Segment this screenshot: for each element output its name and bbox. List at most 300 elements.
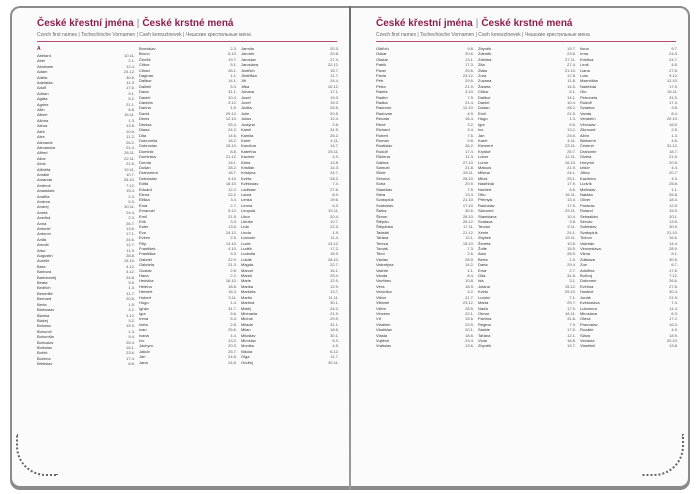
entry-date: 27.6. — [669, 283, 678, 289]
entry-name: Alois — [37, 161, 46, 167]
entry-name: Blanka — [37, 312, 50, 318]
entry-date: 16.4. — [465, 116, 474, 122]
entry-name: Kazimíra — [580, 175, 596, 181]
entry-name: Dana — [139, 89, 149, 95]
entry-name: Luděk — [241, 246, 252, 252]
entry-date: 22.12. — [327, 62, 339, 68]
entry-date: 20.10. — [666, 337, 678, 343]
entry-date: 16.9. — [669, 121, 678, 127]
entry-name: Ailin — [37, 107, 45, 113]
entry-date: 1.5. — [128, 301, 135, 307]
entry-date: 26.2. — [330, 132, 339, 138]
entry-name: Oskar — [376, 51, 387, 57]
entry-name: Miloš — [478, 175, 488, 181]
entry-date: 25.4. — [228, 121, 237, 127]
entry-name: Matěj — [241, 305, 251, 311]
entry-name: Andrea — [37, 198, 50, 204]
right-page — [351, 8, 688, 486]
entry-date: 2.5. — [230, 235, 237, 241]
entry-name: Šimon — [376, 213, 388, 219]
entry-date: 7.5. — [467, 186, 474, 192]
entry-name: Ivo — [478, 127, 484, 133]
entry-date: 20.8. — [126, 296, 135, 302]
entry-date: 7.12. — [669, 273, 678, 279]
entry-date: 3.4. — [467, 127, 474, 133]
entry-date: 10.4. — [567, 213, 576, 219]
entry-name: Alfred — [37, 150, 48, 156]
entry-name: Ctirad — [139, 67, 150, 73]
entry-name: Eduard — [139, 186, 152, 192]
entry-date: 15.12. — [564, 283, 576, 289]
entry-date: 4.4. — [230, 332, 237, 338]
entry-name: Dalibor — [139, 78, 152, 84]
entry-date: 21.8. — [465, 164, 474, 170]
entry-name: Alex — [37, 134, 45, 140]
entry-name: Dalibor — [478, 94, 491, 100]
entry-date: 20.9. — [465, 181, 474, 187]
entry-name: Zdeněk — [478, 51, 492, 57]
entry-date: 31.1. — [228, 89, 237, 95]
entry-name: Svatopluk — [376, 197, 394, 203]
entry-date: 16.3. — [228, 289, 237, 295]
entry-date: 19.6. — [330, 197, 339, 203]
entry-date: 16.9. — [330, 251, 339, 257]
entry-date: 21.9. — [465, 83, 474, 89]
entry-date: 6.12. — [330, 348, 339, 354]
entry-name: Hugo — [139, 300, 149, 306]
entry-name: Eliška — [139, 197, 150, 203]
entry-date: 15.7. — [330, 67, 339, 73]
entry-date: 9.12. — [228, 100, 237, 106]
entry-name: Dušan — [139, 164, 151, 170]
entry-date: 21.10. — [666, 229, 678, 235]
entry-date: 17.8. — [567, 73, 576, 79]
entry-name: Jan — [478, 132, 485, 138]
entry-date: 17.11. — [463, 224, 474, 230]
entry-name: Bořek — [37, 350, 48, 356]
entry-date: 13.5. — [228, 224, 237, 230]
entry-date: 6.3. — [332, 337, 339, 343]
entry-date: 2.5. — [671, 127, 678, 133]
entry-name: Lenka — [241, 197, 252, 203]
entry-date: 10.4. — [228, 94, 237, 100]
entry-date: 26.8. — [669, 191, 678, 197]
entry-name: Šárka — [376, 208, 387, 214]
entry-date: 9.4. — [128, 334, 135, 340]
entry-name: Bedřich — [37, 285, 51, 291]
entry-name: Ctibor — [478, 89, 489, 95]
entry-date: 24.6. — [228, 354, 237, 360]
entry-date: 13.12. — [327, 240, 339, 246]
entry-date: 12.4. — [126, 63, 135, 69]
entry-name: Andrej — [37, 204, 49, 210]
entry-date: 10.7. — [126, 171, 135, 177]
entry-date: 22.1. — [465, 310, 474, 316]
entry-name: Ladislav — [241, 186, 256, 192]
entry-name: Petra — [376, 83, 386, 89]
entry-name: Ludvík — [580, 181, 592, 187]
entry-date: 11.3. — [126, 80, 135, 86]
entry-name: Kristina — [580, 56, 594, 62]
name-columns — [376, 46, 680, 472]
entry-name: Bořivoj — [580, 273, 593, 279]
entry-date: 11.7. — [330, 73, 339, 79]
entry-date: 16.10. — [225, 278, 237, 284]
entry-name: Hostivít — [580, 289, 594, 295]
entry-date: 7.12. — [126, 182, 135, 188]
entry-name: Zoe — [580, 262, 587, 268]
entry-name: Jaromír — [241, 51, 255, 57]
entry-name: Jan — [139, 354, 146, 360]
entry-name: Martina — [241, 300, 255, 306]
entry-date: 13.4. — [567, 197, 576, 203]
entry-name: Dobromír — [580, 278, 597, 284]
entry-name: Zdenka — [478, 56, 492, 62]
entry-name: Anastázie — [37, 188, 55, 194]
entry-name: Lota — [580, 73, 588, 79]
entry-date: 6.7. — [671, 262, 678, 268]
entry-date: 16.10. — [564, 159, 576, 165]
entry-name: Zuzana — [478, 78, 492, 84]
entry-name: Vanda — [580, 110, 592, 116]
entry-date: 3.11. — [228, 294, 237, 300]
entry-name: Klára — [241, 159, 251, 165]
entry-date: 26.7. — [126, 220, 135, 226]
entry-date: 28.5. — [465, 305, 474, 311]
entry-name: Gabriel — [139, 256, 152, 262]
entry-date: 3.2. — [467, 121, 474, 127]
entry-name: Zita — [478, 62, 485, 68]
entry-date: 18.6. — [330, 327, 339, 333]
entry-name: Žofie — [478, 246, 487, 252]
entry-name: Rozálie — [580, 327, 594, 333]
entry-name: Vladislav — [376, 327, 393, 333]
entry-name: Benedikt — [37, 290, 53, 296]
entry-name: Ctibor — [139, 62, 150, 68]
entry-date: 16.11. — [565, 191, 576, 197]
entry-date: 11.2. — [126, 134, 135, 140]
entry-date: 11.9. — [126, 247, 135, 253]
entry-name: Gabriela — [139, 262, 155, 268]
entry-date: 22.9. — [228, 256, 237, 262]
entry-date: 31.7. — [228, 305, 237, 311]
entry-date: 15.10. — [225, 143, 237, 149]
entry-date: 20.1. — [465, 327, 474, 333]
entry-date: 24.1. — [567, 170, 576, 176]
entry-name: Radomír — [376, 105, 392, 111]
entry-name: Kamila — [241, 132, 254, 138]
entry-date: 4.2. — [467, 289, 474, 295]
entry-name: Laura — [241, 191, 252, 197]
entry-date: 14.10. — [225, 240, 237, 246]
entry-name: Bronislav — [139, 46, 156, 51]
entry-name: Daniela — [139, 100, 153, 106]
entry-date: 9.12. — [669, 73, 678, 79]
entry-name: Drahomír — [580, 148, 597, 154]
entry-date: 30.11. — [124, 204, 135, 210]
entry-name: Vlasta — [376, 332, 388, 338]
entry-name: Simona — [376, 175, 390, 181]
name-column — [241, 46, 341, 472]
entry-date: 8.8. — [128, 107, 135, 113]
left-page — [12, 8, 349, 486]
entry-name: Robert — [376, 132, 389, 138]
binding-dots-left — [16, 434, 58, 476]
entry-name: Gita — [478, 273, 486, 279]
entry-name: Zikmund — [580, 127, 596, 133]
entry-name: Čestmír — [580, 143, 594, 149]
entry-name: Lubor — [478, 154, 489, 160]
entry-date: 22.2. — [228, 191, 237, 197]
entry-name: Bruno — [139, 51, 150, 57]
entry-name: Zbyněk — [478, 46, 492, 51]
entry-date: 7.9. — [569, 321, 576, 327]
entry-date: 27.10. — [462, 159, 474, 165]
entry-date: 19.3. — [330, 100, 339, 106]
entry-date: 21.6. — [126, 161, 135, 167]
entry-name: Hubert — [139, 294, 152, 300]
entry-name: Stanislava — [478, 213, 497, 219]
entry-name: Jaroslava — [241, 62, 259, 68]
entry-name: Vratislav — [376, 343, 392, 349]
entry-date: 3.10. — [465, 89, 474, 95]
entry-date: 29.12. — [225, 110, 237, 116]
entry-date: 25.4. — [126, 339, 135, 345]
entry-name: Denis — [139, 116, 150, 122]
entry-date: 1.4. — [230, 300, 237, 306]
entry-name: Zora — [478, 73, 487, 79]
entry-name: Tereza — [376, 240, 389, 246]
entry-date: 16.1. — [330, 267, 339, 273]
entry-date: 8.4. — [467, 273, 474, 279]
entry-date: 20.5. — [330, 110, 339, 116]
entry-name: Radek — [376, 89, 388, 95]
entry-date: 24.6. — [567, 132, 576, 138]
entry-name: Lucian — [478, 294, 490, 300]
entry-name: Lubomíra — [580, 305, 597, 311]
entry-date: 15.4. — [126, 188, 135, 194]
entry-date: 19.7. — [567, 46, 576, 51]
entry-date: 2.2. — [230, 273, 237, 279]
entry-date: 8.4. — [671, 110, 678, 116]
entry-name: Richard — [376, 127, 390, 133]
entry-date: 20.5. — [669, 159, 678, 165]
entry-name: Valérie — [376, 267, 389, 273]
entry-name: Teodor — [478, 224, 491, 230]
entry-date: 24.5. — [669, 51, 678, 57]
entry-name: Pavla — [376, 73, 387, 79]
entry-name: Ida — [478, 278, 484, 284]
entry-date: 24.5. — [228, 359, 237, 365]
entry-name: Štěpán — [376, 219, 389, 224]
entry-name: Viola — [478, 337, 487, 343]
entry-name: Martin — [241, 294, 253, 300]
entry-date: 5.12. — [228, 208, 237, 214]
entry-date: 2.6. — [467, 251, 474, 257]
entry-date: 27.6. — [669, 67, 678, 73]
entry-name: Xenie — [478, 229, 489, 235]
entry-name: Petr — [376, 78, 384, 84]
entry-name: Ludmila — [241, 251, 256, 257]
entry-name: Lubomír — [241, 235, 256, 241]
entry-name: Pavlína — [478, 316, 492, 322]
entry-name: René — [376, 121, 386, 127]
entry-date: 31.8. — [567, 273, 576, 279]
entry-name: Alena — [37, 123, 48, 129]
entry-name: Dobroslav — [139, 143, 158, 149]
entry-date: 18.1. — [228, 159, 237, 165]
entry-name: Jozef — [241, 100, 251, 106]
entry-date: 14.5. — [567, 83, 576, 89]
entry-name: Miloslav — [241, 332, 256, 338]
entry-date: 21.9. — [669, 294, 678, 300]
entry-name: Kazimír — [241, 154, 255, 160]
entry-date: 8.9. — [332, 191, 339, 197]
entry-name: Blahoslav — [37, 307, 55, 313]
entry-date: 9.7. — [671, 46, 678, 51]
entry-date: 19.3. — [126, 323, 135, 329]
entry-name: Radoslav — [478, 202, 495, 208]
entry-date: 10.8. — [465, 278, 474, 284]
entry-date: 3.2. — [128, 317, 135, 323]
entry-date: 27.4. — [567, 62, 576, 68]
entry-date: 7.4. — [332, 181, 339, 187]
entry-date: 3.1. — [569, 278, 576, 284]
entry-date: 4.11. — [330, 137, 339, 143]
entry-name: Taťána — [478, 332, 491, 338]
entry-date: 25.11. — [328, 148, 339, 154]
entry-name: Božena — [37, 355, 51, 361]
entry-date: 18.6. — [465, 332, 474, 338]
entry-name: Ester — [139, 224, 149, 230]
entry-name: Miroslava — [580, 310, 598, 316]
entry-date: 29.9. — [330, 316, 339, 322]
entry-name: Ivana — [139, 332, 149, 338]
entry-name: Adolf — [37, 85, 47, 91]
entry-date: 31.5. — [669, 94, 678, 100]
entry-date: 25.1. — [567, 175, 576, 181]
entry-date: 24.12. — [123, 69, 135, 75]
entry-date: 29.4. — [567, 262, 576, 268]
entry-date: 17.6. — [669, 267, 678, 273]
entry-name: Marek — [241, 273, 253, 279]
entry-date: 17.1. — [330, 89, 339, 95]
entry-name: Hugo — [478, 116, 488, 122]
entry-date: 31.1. — [330, 321, 339, 327]
entry-date: 29.6. — [465, 67, 474, 73]
entry-date: 7.6. — [467, 132, 474, 138]
entry-name: Lucie — [241, 240, 251, 246]
entry-date: 12.9. — [330, 283, 339, 289]
entry-date: 1.4. — [569, 116, 576, 122]
entry-date: 17.2. — [669, 316, 678, 322]
entry-name: Olexa — [580, 316, 591, 322]
entry-date: 17.9. — [669, 83, 678, 89]
entry-date: 11.11. — [328, 294, 339, 300]
entry-name: Sebastián — [580, 213, 598, 219]
entry-name: Jindřiška — [241, 73, 257, 79]
entry-name: Ivan — [139, 327, 147, 333]
entry-date: 26.10. — [123, 177, 135, 183]
entry-name: Jitka — [241, 83, 250, 89]
entry-name: Pravoslav — [580, 321, 598, 327]
entry-date: 3.3. — [230, 219, 237, 224]
entry-date: 28.2. — [567, 105, 576, 111]
entry-date: 24.6. — [126, 236, 135, 242]
entry-date: 21.5. — [669, 154, 678, 160]
entry-name: Darina — [139, 105, 151, 111]
entry-name: Milena — [478, 170, 490, 176]
entry-date: 4.9. — [467, 110, 474, 116]
entry-date: 25.4. — [330, 273, 339, 279]
entry-date: 17.9. — [567, 202, 576, 208]
entry-date: 28.10. — [462, 175, 474, 181]
entry-name: Daniel — [478, 100, 490, 106]
entry-name: Milada — [241, 321, 253, 327]
entry-name: Rudolf — [376, 148, 388, 154]
entry-name: Vendelín — [580, 116, 596, 122]
entry-date: 13.7. — [330, 289, 339, 295]
entry-name: Liana — [580, 67, 590, 73]
entry-name: Patrik — [376, 62, 387, 68]
entry-date: 5.6. — [569, 121, 576, 127]
entry-name: Anna — [37, 220, 47, 226]
entry-date: 21.5. — [228, 213, 237, 219]
entry-name: Agáta — [37, 96, 48, 102]
entry-name: Jarmila — [241, 46, 254, 51]
entry-date: 18.10. — [225, 181, 237, 187]
entry-date: 24.2. — [228, 127, 237, 133]
entry-name: Gustav — [139, 267, 152, 273]
entry-date: 4.10. — [228, 246, 237, 252]
entry-name: Sláva — [580, 332, 591, 338]
name-entry — [139, 360, 239, 365]
entry-date: 1.3. — [128, 285, 135, 291]
title-rule — [376, 41, 676, 42]
entry-date: 2.7. — [569, 267, 576, 273]
entry-date: 4.12. — [126, 269, 135, 275]
name-entry — [37, 46, 137, 53]
entry-name: Jana — [139, 359, 148, 365]
entry-name: Marta — [478, 300, 489, 306]
entry-date: 15.6. — [465, 316, 474, 322]
entry-date: 31.5. — [330, 127, 339, 133]
entry-name: Květoslav — [241, 181, 259, 187]
entry-name: Julie — [241, 110, 250, 116]
entry-date: 4.4. — [671, 164, 678, 170]
entry-name: Zdislava — [580, 256, 595, 262]
entry-name: Adolfina — [580, 267, 595, 273]
entry-name: Blažej — [37, 317, 48, 323]
entry-date: 5.3. — [128, 198, 135, 204]
entry-name: Jiří — [241, 78, 247, 84]
entry-name: Rostislav — [376, 143, 393, 149]
entry-name: Ženeta — [478, 240, 491, 246]
entry-date: 10.12. — [327, 83, 339, 89]
entry-date: 21.10. — [564, 67, 576, 73]
entry-date: 3.8. — [671, 105, 678, 111]
entry-date: 26.6. — [669, 278, 678, 284]
entry-name: Jáchym — [139, 343, 153, 349]
entry-date: 13.8. — [669, 343, 678, 349]
entry-date: 15.11. — [565, 235, 576, 241]
entry-name: Tibor — [376, 251, 385, 257]
entry-date: 12.11. — [565, 154, 576, 160]
entry-date: 23.6. — [126, 350, 135, 356]
entry-date: 2.8. — [332, 121, 339, 127]
entry-date: 13.2. — [228, 337, 237, 343]
entry-name: Kvido — [478, 289, 489, 295]
